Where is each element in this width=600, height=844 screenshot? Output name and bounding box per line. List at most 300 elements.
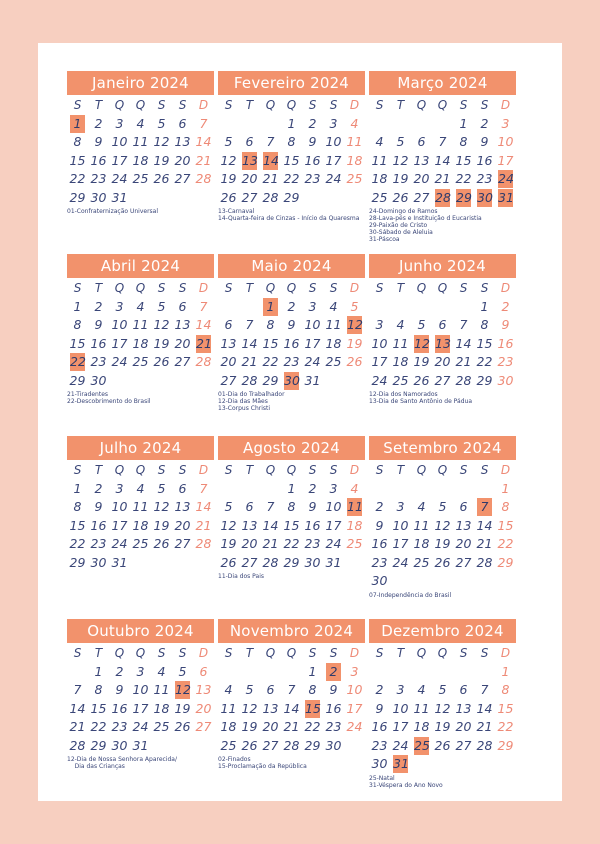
empty-cell <box>432 115 453 134</box>
weekday-label: S <box>73 98 82 112</box>
day: 14 <box>476 700 493 716</box>
weekday-label: S <box>329 463 338 477</box>
weekday-label: Q <box>286 98 297 112</box>
month-block <box>218 254 365 412</box>
day: 7 <box>199 115 208 131</box>
weekday-label: T <box>94 463 103 477</box>
day: 24 <box>325 536 342 551</box>
day: 5 <box>396 134 405 149</box>
day: 28 <box>262 554 279 570</box>
day: 30 <box>90 189 107 205</box>
day: 31 <box>304 372 321 388</box>
month-block <box>218 71 365 222</box>
day: 5 <box>157 115 166 131</box>
day: 23 <box>90 171 107 186</box>
day: 12 <box>434 517 451 533</box>
day: 15 <box>497 700 514 716</box>
day: 18 <box>220 719 237 734</box>
day-grid <box>218 461 365 572</box>
day: 27 <box>455 737 472 753</box>
day: 19 <box>413 354 430 369</box>
day: 23 <box>371 737 388 753</box>
weekday-label: S <box>308 98 317 112</box>
day: 7 <box>287 682 296 697</box>
day: 28 <box>455 372 472 388</box>
holiday-item: 29-Paixão de Cristo <box>369 222 428 229</box>
day: 15 <box>69 152 86 168</box>
holiday-day: 30 <box>284 372 300 388</box>
day: 30 <box>497 372 514 388</box>
day: 31 <box>132 737 149 753</box>
holiday-item: 28-Lava-pés e Instituição d Eucaristia <box>369 215 482 222</box>
day: 9 <box>329 682 338 697</box>
day: 2 <box>308 480 317 496</box>
day: 6 <box>178 115 187 131</box>
weekday-label: Q <box>135 646 146 660</box>
day: 24 <box>371 372 388 388</box>
day: 5 <box>438 682 447 697</box>
day: 13 <box>174 134 191 149</box>
empty-cell <box>260 663 281 682</box>
day: 2 <box>287 298 296 314</box>
day: 17 <box>325 517 342 533</box>
weekday-label: T <box>396 281 405 295</box>
day: 6 <box>199 663 208 679</box>
day: 10 <box>325 499 342 514</box>
day: 27 <box>434 372 451 388</box>
day: 23 <box>325 719 342 734</box>
weekday-label: S <box>308 281 317 295</box>
day: 27 <box>174 536 191 551</box>
day: 1 <box>501 663 510 679</box>
day: 4 <box>136 298 145 314</box>
day: 15 <box>476 335 493 351</box>
day: 4 <box>396 317 405 332</box>
day: 25 <box>132 171 149 186</box>
empty-cell <box>218 663 239 682</box>
day: 21 <box>455 354 472 369</box>
weekday-label: T <box>94 646 103 660</box>
day: 25 <box>153 719 170 734</box>
month-title: Novembro 2024 <box>218 619 365 643</box>
day: 28 <box>283 737 300 753</box>
weekday-label: S <box>308 646 317 660</box>
day: 30 <box>304 554 321 570</box>
day: 15 <box>497 517 514 533</box>
weekday-label: Q <box>114 646 125 660</box>
day-grid <box>369 96 516 207</box>
day: 5 <box>157 298 166 314</box>
day: 7 <box>199 298 208 314</box>
day-grid <box>218 644 365 755</box>
day: 1 <box>73 298 82 314</box>
day: 18 <box>413 719 430 734</box>
day: 26 <box>174 719 191 734</box>
day: 17 <box>325 152 342 168</box>
weekday-label: D <box>500 646 511 660</box>
day: 6 <box>459 499 468 514</box>
weekday-label: Q <box>265 646 276 660</box>
day: 28 <box>476 554 493 570</box>
day: 26 <box>413 372 430 388</box>
day: 9 <box>115 682 124 697</box>
empty-cell <box>369 115 390 134</box>
weekday-label: D <box>349 646 360 660</box>
weekday-label: S <box>178 463 187 477</box>
day: 19 <box>153 152 170 168</box>
day: 26 <box>220 189 237 205</box>
day: 27 <box>174 171 191 186</box>
day: 12 <box>220 517 237 533</box>
holiday-list <box>67 391 214 405</box>
day: 15 <box>455 152 472 168</box>
holiday-item: 12-Dia de Nossa Senhora Aparecida/ <box>67 756 177 763</box>
day: 20 <box>174 335 191 351</box>
day: 9 <box>480 134 489 149</box>
day: 2 <box>480 115 489 131</box>
month-title: Julho 2024 <box>67 436 214 460</box>
empty-cell <box>67 663 88 682</box>
holiday-item: Dia das Crianças <box>67 763 125 770</box>
day: 11 <box>413 700 430 716</box>
day: 4 <box>329 298 338 314</box>
day: 13 <box>241 517 258 533</box>
month-block <box>67 254 214 405</box>
day: 16 <box>325 700 342 716</box>
day: 8 <box>501 499 510 514</box>
holiday-item: 14-Quarta-feira de Cinzas - Início da Quaresma <box>218 215 360 222</box>
holiday-list <box>218 208 365 222</box>
day: 9 <box>94 317 103 332</box>
day: 11 <box>413 517 430 533</box>
day: 17 <box>346 700 363 716</box>
day: 25 <box>346 536 363 551</box>
empty-cell <box>390 663 411 682</box>
day: 6 <box>224 317 233 332</box>
day-grid <box>67 461 214 572</box>
weekday-label: S <box>375 463 384 477</box>
day: 3 <box>115 298 124 314</box>
empty-cell <box>239 115 260 134</box>
month-title: Março 2024 <box>369 71 516 95</box>
day: 13 <box>262 700 279 716</box>
day: 23 <box>90 536 107 551</box>
day: 7 <box>459 317 468 332</box>
weekday-label: S <box>73 281 82 295</box>
day: 17 <box>497 152 514 168</box>
weekday-label: S <box>480 281 489 295</box>
weekday-label: D <box>198 281 209 295</box>
day: 21 <box>434 171 451 186</box>
day: 22 <box>476 354 493 369</box>
day: 7 <box>245 317 254 332</box>
day: 14 <box>195 134 212 149</box>
day: 10 <box>111 134 128 149</box>
day: 7 <box>480 682 489 697</box>
weekday-label: Q <box>437 281 448 295</box>
day: 27 <box>195 719 212 734</box>
month-block <box>67 71 214 215</box>
empty-cell <box>369 663 390 682</box>
weekday-label: D <box>500 463 511 477</box>
weekday-label: S <box>73 463 82 477</box>
weekday-label: S <box>329 281 338 295</box>
day: 14 <box>195 499 212 514</box>
day: 9 <box>501 317 510 332</box>
day: 16 <box>371 719 388 734</box>
day: 22 <box>283 171 300 186</box>
month-title: Janeiro 2024 <box>67 71 214 95</box>
day: 24 <box>304 354 321 369</box>
day: 4 <box>417 499 426 514</box>
holiday-day: 1 <box>67 115 88 134</box>
empty-cell <box>390 298 411 317</box>
holiday-list <box>67 208 214 215</box>
day: 15 <box>90 700 107 716</box>
empty-cell <box>411 663 432 682</box>
day: 22 <box>69 171 86 186</box>
holiday-list <box>369 391 516 405</box>
holiday-list <box>67 756 214 770</box>
weekday-label: S <box>308 463 317 477</box>
day: 15 <box>283 517 300 533</box>
day: 19 <box>392 171 409 186</box>
day: 12 <box>153 499 170 514</box>
day: 22 <box>262 354 279 369</box>
holiday-item: 13-Corpus Christi <box>218 405 271 412</box>
weekday-label: D <box>349 463 360 477</box>
holiday-list <box>218 756 365 770</box>
empty-cell <box>453 663 474 682</box>
day: 22 <box>497 536 514 551</box>
day: 20 <box>413 171 430 186</box>
day: 20 <box>220 354 237 369</box>
day: 10 <box>111 317 128 332</box>
holiday-day: 31 <box>393 756 409 771</box>
month-block <box>218 619 365 770</box>
day: 24 <box>392 554 409 570</box>
holiday-list <box>369 592 516 599</box>
weekday-label: Q <box>135 281 146 295</box>
weekday-label: Q <box>114 98 125 112</box>
day: 29 <box>283 554 300 570</box>
day: 5 <box>224 134 233 149</box>
day: 17 <box>371 354 388 369</box>
weekday-label: S <box>178 98 187 112</box>
day: 4 <box>157 663 166 679</box>
day: 13 <box>174 317 191 332</box>
day: 10 <box>497 134 514 149</box>
day: 27 <box>241 189 258 205</box>
day: 20 <box>455 536 472 551</box>
day: 20 <box>262 719 279 734</box>
day: 31 <box>111 189 128 205</box>
day: 26 <box>241 737 258 753</box>
day: 18 <box>392 354 409 369</box>
day: 19 <box>434 536 451 551</box>
day: 6 <box>245 134 254 149</box>
day: 22 <box>69 536 86 551</box>
day: 1 <box>480 298 489 314</box>
month-title: Fevereiro 2024 <box>218 71 365 95</box>
holiday-item: 07-Independência do Brasil <box>369 591 452 599</box>
weekday-label: D <box>198 463 209 477</box>
month-title: Dezembro 2024 <box>369 619 516 643</box>
day: 11 <box>325 317 342 332</box>
day: 14 <box>455 335 472 351</box>
holiday-list <box>218 391 365 412</box>
day: 14 <box>69 700 86 716</box>
day-grid <box>67 279 214 390</box>
day: 29 <box>476 372 493 388</box>
day: 6 <box>178 298 187 314</box>
day: 27 <box>262 737 279 753</box>
day: 6 <box>459 682 468 697</box>
holiday-item: 31-Páscoa <box>369 236 400 243</box>
day: 29 <box>262 372 279 388</box>
day: 23 <box>111 719 128 734</box>
day: 26 <box>153 171 170 186</box>
day: 21 <box>195 517 212 533</box>
day: 26 <box>434 737 451 753</box>
weekday-label: S <box>375 98 384 112</box>
day: 4 <box>350 480 359 496</box>
day: 3 <box>501 115 510 131</box>
day: 5 <box>157 480 166 496</box>
day: 11 <box>132 134 149 149</box>
day: 23 <box>497 354 514 369</box>
weekday-label: S <box>73 646 82 660</box>
holiday-day: 13 <box>435 335 451 351</box>
day: 20 <box>241 171 258 186</box>
holiday-item: 11-Dia dos Pais <box>218 573 265 580</box>
day: 11 <box>371 152 388 168</box>
day: 12 <box>434 700 451 716</box>
day: 26 <box>434 554 451 570</box>
month-title: Outubro 2024 <box>67 619 214 643</box>
holiday-item: 21-Tiradentes <box>67 391 109 398</box>
day: 18 <box>371 171 388 186</box>
day: 24 <box>325 171 342 186</box>
day: 6 <box>178 480 187 496</box>
day: 18 <box>132 335 149 351</box>
weekday-label: S <box>329 646 338 660</box>
day: 1 <box>287 115 296 131</box>
day: 19 <box>220 536 237 551</box>
weekday-label: S <box>459 98 468 112</box>
day: 4 <box>224 682 233 697</box>
day: 29 <box>90 737 107 753</box>
empty-cell <box>218 480 239 499</box>
day: 13 <box>455 700 472 716</box>
day: 9 <box>308 134 317 149</box>
day: 19 <box>241 719 258 734</box>
day: 28 <box>195 171 212 186</box>
day: 3 <box>115 115 124 131</box>
day: 19 <box>220 171 237 186</box>
day: 24 <box>392 737 409 753</box>
day: 4 <box>136 115 145 131</box>
day: 5 <box>245 682 254 697</box>
holiday-list <box>369 208 516 243</box>
weekday-label: D <box>198 98 209 112</box>
day: 31 <box>325 554 342 570</box>
holiday-day: 28 <box>435 189 451 205</box>
day: 25 <box>346 171 363 186</box>
day: 7 <box>438 134 447 149</box>
day: 23 <box>283 354 300 369</box>
day: 4 <box>136 480 145 496</box>
day: 18 <box>413 536 430 551</box>
day: 30 <box>90 372 107 388</box>
day-grid <box>218 96 365 207</box>
empty-cell <box>474 480 495 499</box>
day: 10 <box>132 682 149 697</box>
holiday-item: 22-Descobrimento do Brasil <box>67 398 151 405</box>
day: 10 <box>111 499 128 514</box>
empty-cell <box>369 480 390 499</box>
empty-cell <box>260 480 281 499</box>
day: 28 <box>241 372 258 388</box>
day: 11 <box>153 682 170 697</box>
weekday-label: S <box>459 281 468 295</box>
day: 13 <box>220 335 237 351</box>
day: 2 <box>501 298 510 314</box>
day: 2 <box>94 115 103 131</box>
weekday-label: S <box>480 646 489 660</box>
holiday-list <box>218 573 365 580</box>
day: 1 <box>73 480 82 496</box>
weekday-label: D <box>349 281 360 295</box>
empty-cell <box>432 663 453 682</box>
month-title: Abril 2024 <box>67 254 214 278</box>
holiday-day: 15 <box>305 700 321 716</box>
day: 29 <box>497 737 514 753</box>
day: 29 <box>69 372 86 388</box>
weekday-label: Q <box>286 281 297 295</box>
day: 19 <box>153 517 170 533</box>
day: 22 <box>283 536 300 551</box>
holiday-day: 22 <box>70 354 86 369</box>
month-block <box>369 436 516 599</box>
day: 20 <box>174 152 191 168</box>
weekday-label: T <box>396 646 405 660</box>
day: 6 <box>245 499 254 514</box>
month-block <box>369 71 516 243</box>
day: 26 <box>153 354 170 369</box>
day: 2 <box>115 663 124 679</box>
day: 21 <box>262 536 279 551</box>
day: 30 <box>90 554 107 570</box>
day: 27 <box>174 354 191 369</box>
weekday-label: Q <box>135 98 146 112</box>
day: 29 <box>497 554 514 570</box>
day: 10 <box>392 517 409 533</box>
day: 7 <box>73 682 82 697</box>
day: 11 <box>346 134 363 149</box>
day: 10 <box>325 134 342 149</box>
day: 1 <box>501 480 510 496</box>
holiday-item: 12-Dia dos Namorados <box>369 391 438 398</box>
holiday-item: 01-Dia do Trabalhador <box>218 391 285 398</box>
day: 16 <box>90 152 107 168</box>
day: 25 <box>371 189 388 205</box>
day: 24 <box>132 719 149 734</box>
day: 17 <box>111 335 128 351</box>
day: 17 <box>111 517 128 533</box>
day: 16 <box>90 335 107 351</box>
day: 22 <box>90 719 107 734</box>
